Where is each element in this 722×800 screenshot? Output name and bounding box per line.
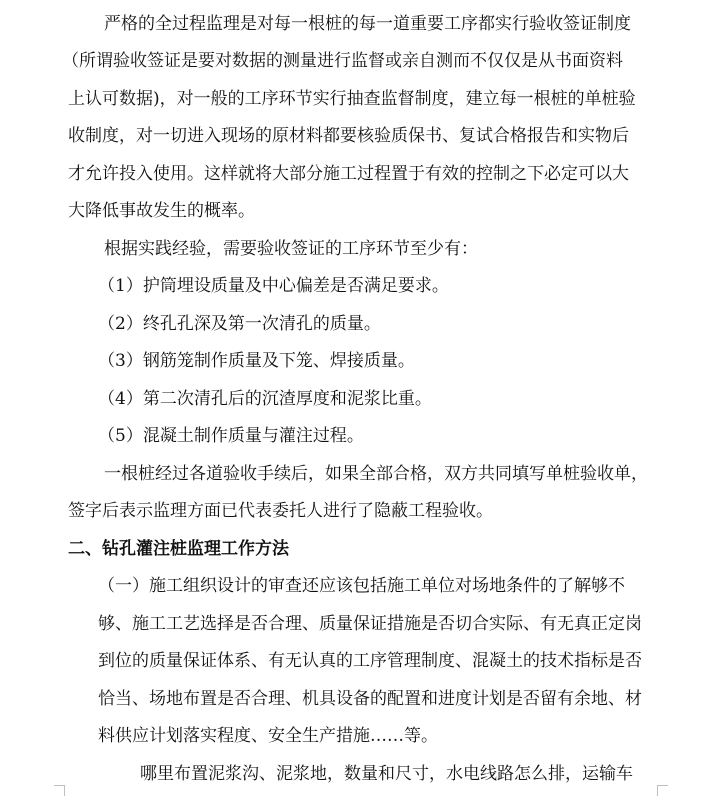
text-span: （2）终孔孔深及第一次清孔的质量。: [98, 314, 381, 334]
page-corner-mark-right: [657, 785, 668, 796]
paragraph-4-line-2: [98, 613, 642, 635]
list-item-1: [98, 275, 449, 297]
list-item-4: [98, 388, 432, 410]
paragraph-1-line-2: [62, 50, 623, 72]
text-span: （所谓验收签证是要对数据的测量进行监督或亲自测而不仅仅是从书面资料: [62, 51, 623, 71]
paragraph-4-line-3: [98, 650, 642, 672]
paragraph-1-line-3: [68, 88, 636, 110]
text-span: 上认可数据)，对一般的工序环节实行抽查监督制度，建立每一根桩的单桩验: [68, 89, 636, 109]
text-span: （一）施工组织设计的审查还应该包括施工单位对场地条件的了解够不: [98, 576, 625, 596]
text-span: 严格的全过程监理是对每一根桩的每一道重要工序都实行验收签证制度: [104, 14, 631, 34]
paragraph-4-line-5: [98, 725, 438, 747]
text-span: 才允许投入使用。这样就将大部分施工过程置于有效的控制之下必定可以大: [68, 164, 629, 184]
text-span: 根据实践经验，需要验收签证的工序环节至少有：: [104, 239, 478, 259]
text-span: （3）钢筋笼制作质量及下笼、焊接质量。: [98, 351, 415, 371]
page-corner-mark-left: [54, 785, 65, 796]
paragraph-1-line-6: [68, 200, 255, 222]
text-span: 收制度，对一切进入现场的原材料都要核验质保书、复试合格报告和实物后: [68, 126, 629, 146]
text-span: （5）混凝土制作质量与灌注过程。: [98, 426, 364, 446]
text-span: （4）第二次清孔后的沉渣厚度和泥浆比重。: [98, 389, 432, 409]
paragraph-2: [104, 238, 478, 260]
paragraph-1-line-4: [68, 125, 629, 147]
text-span: 签字后表示监理方面已代表委托人进行了隐蔽工程验收。: [68, 501, 493, 521]
paragraph-1-line-1: [104, 13, 662, 35]
text-span: 到位的质量保证体系、有无认真的工序管理制度、混凝土的技术指标是否: [98, 651, 642, 671]
list-item-5: [98, 425, 364, 447]
paragraph-4-line-4: [98, 688, 642, 710]
text-span: 恰当、场地布置是否合理、机具设备的配置和进度计划是否留有余地、材: [98, 689, 642, 709]
paragraph-5: [140, 763, 633, 785]
text-span: 二、钻孔灌注桩监理工作方法: [68, 539, 289, 559]
text-span: 大降低事故发生的概率。: [68, 201, 255, 221]
list-item-3: [98, 350, 415, 372]
list-item-2: [98, 313, 381, 335]
paragraph-3-line-1: [104, 463, 648, 485]
text-span: 够、施工工艺选择是否合理、质量保证措施是否切合实际、有无真正定岗: [98, 614, 642, 634]
text-span: 一根桩经过各道验收手续后，如果全部合格，双方共同填写单桩验收单，: [104, 464, 648, 484]
paragraph-4-line-1: [98, 575, 625, 597]
text-span: （1）护筒埋设质量及中心偏差是否满足要求。: [98, 276, 449, 296]
paragraph-3-line-2: [68, 500, 493, 522]
text-span: 料供应计划落实程度、安全生产措施……等。: [98, 726, 438, 746]
section-heading: [68, 538, 289, 560]
paragraph-1-line-5: [68, 163, 629, 185]
text-span: 哪里布置泥浆沟、泥浆地，数量和尺寸，水电线路怎么排，运输车: [140, 764, 633, 784]
